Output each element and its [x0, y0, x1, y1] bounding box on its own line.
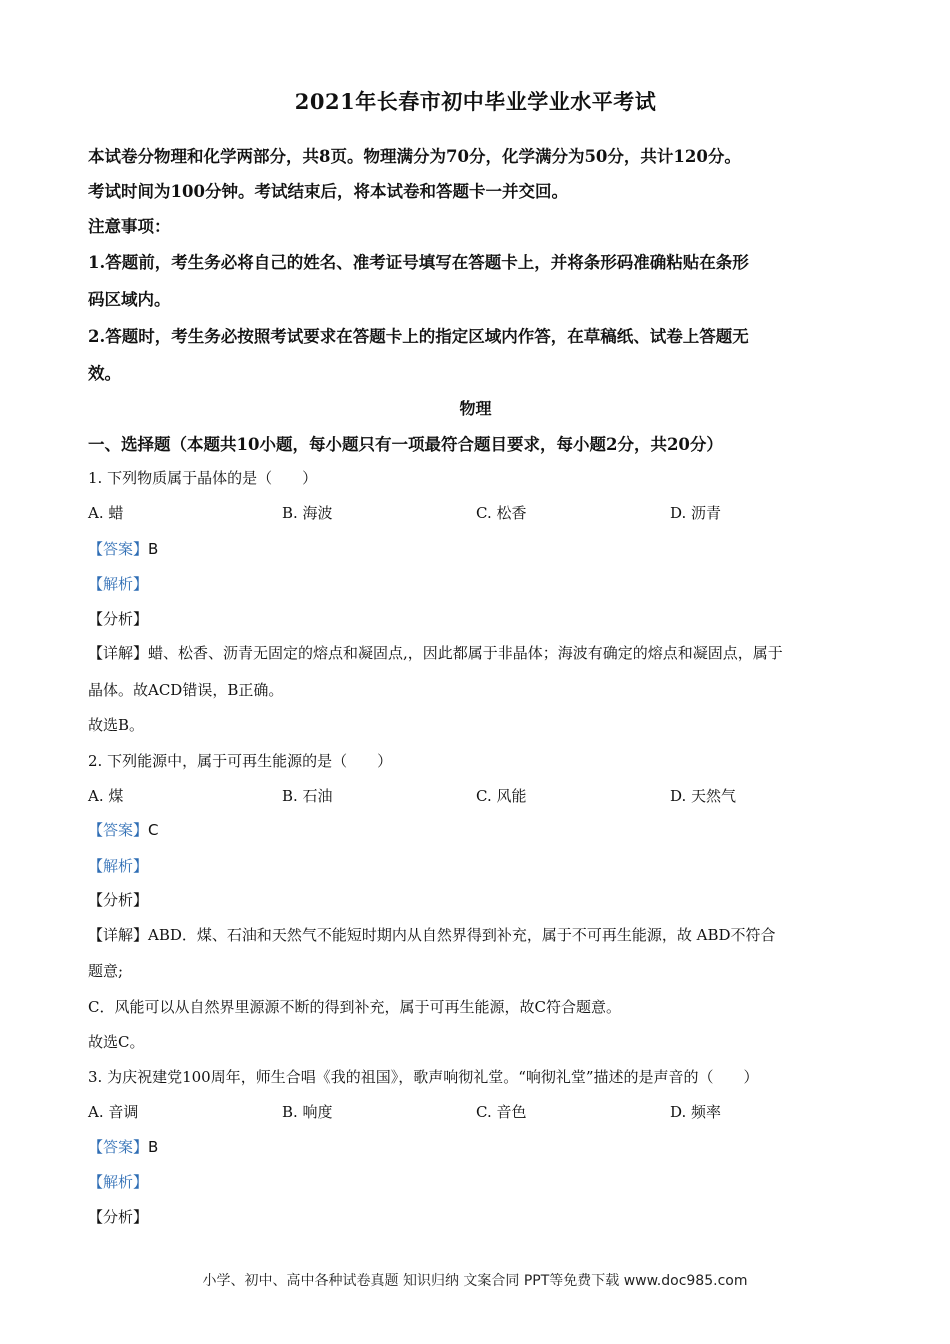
detail-text: 蜡、松香、沥青无固定的熔点和凝固点,，因此都属于非晶体；海波有确定的熔点和凝固点，属于: [148, 644, 783, 662]
question-1-breakdown-label: 【分析】: [88, 610, 149, 628]
question-3-option-c: C. 音色: [476, 1103, 527, 1121]
question-2-option-a: A. 煤: [88, 787, 124, 805]
question-1-option-b: B. 海波: [282, 504, 333, 522]
answer-label: 【答案】: [88, 540, 149, 558]
question-3-stem: 3. 为庆祝建党100周年，师生合唱《我的祖国》，歌声响彻礼堂。“响彻礼堂”描述的是声音的（ ）: [88, 1068, 759, 1086]
rule-1-line-1: 1.答题前，考生务必将自己的姓名、准考证号填写在答题卡上，并将条形码准确粘贴在条形: [88, 253, 749, 272]
question-3-analysis-label: 【解析】: [88, 1173, 149, 1191]
detail-label: 【详解】: [88, 926, 149, 944]
subject-heading: 物理: [459, 399, 492, 418]
question-2-option-d: D. 天然气: [670, 787, 737, 805]
question-3-breakdown-label: 【分析】: [88, 1208, 149, 1226]
question-2-stem: 2. 下列能源中，属于可再生能源的是（ ）: [88, 752, 393, 770]
rule-1-line-2: 码区域内。: [88, 290, 171, 309]
question-1-option-a: A. 蜡: [88, 504, 124, 522]
question-1-analysis-label: 【解析】: [88, 575, 149, 593]
answer-value: B: [148, 1138, 159, 1156]
question-1-option-d: D. 沥青: [670, 504, 722, 522]
question-2-breakdown-label: 【分析】: [88, 891, 149, 909]
intro-line-2: 考试时间为100分钟。考试结束后，将本试卷和答题卡一并交回。: [88, 182, 568, 201]
section-heading: 一、选择题（本题共10小题，每小题只有一项最符合题目要求，每小题2分，共20分）: [88, 435, 723, 454]
page-title: 2021年长春市初中毕业学业水平考试: [294, 89, 657, 114]
question-1-option-c: C. 松香: [476, 504, 527, 522]
rule-2-line-2: 效。: [88, 364, 121, 383]
intro-line-1: 本试卷分物理和化学两部分，共8页。物理满分为70分，化学满分为50分，共计120分。: [88, 147, 741, 166]
answer-label: 【答案】: [88, 1138, 149, 1156]
question-1-stem: 1. 下列物质属于晶体的是（ ）: [88, 469, 318, 487]
question-2-option-c: C. 风能: [476, 787, 527, 805]
question-2-conclusion: 故选C。: [88, 1033, 145, 1051]
question-2-detail-line-3: C．风能可以从自然界里源源不断的得到补充，属于可再生能源，故C符合题意。: [88, 998, 621, 1016]
detail-text: ABD．煤、石油和天然气不能短时期内从自然界得到补充，属于不可再生能源，故 ABD不符合: [148, 926, 776, 944]
question-1-answer: [88, 538, 158, 559]
notice-heading: 注意事项：: [88, 217, 171, 236]
question-2-answer: [88, 819, 159, 840]
question-2-detail-line-1: [88, 924, 776, 945]
question-2-option-b: B. 石油: [282, 787, 333, 805]
detail-label: 【详解】: [88, 644, 149, 662]
question-2-analysis-label: 【解析】: [88, 857, 149, 875]
question-3-option-b: B. 响度: [282, 1103, 333, 1121]
rule-2-line-1: 2.答题时，考生务必按照考试要求在答题卡上的指定区域内作答，在草稿纸、试卷上答题无: [88, 327, 749, 346]
question-3-option-a: A. 音调: [88, 1103, 139, 1121]
answer-label: 【答案】: [88, 821, 149, 839]
question-1-detail-line-1: [88, 642, 783, 663]
question-3-answer: [88, 1136, 158, 1157]
question-3-option-d: D. 频率: [670, 1103, 722, 1121]
page-footer: 小学、初中、高中各种试卷真题 知识归纳 文案合同 PPT等免费下载 www.doc985.com: [202, 1273, 748, 1289]
answer-value: C: [148, 821, 159, 839]
question-1-detail-line-2: 晶体。故ACD错误，B正确。: [88, 681, 284, 699]
answer-value: B: [148, 540, 159, 558]
question-1-conclusion: 故选B。: [88, 716, 145, 734]
question-2-detail-line-2: 题意;: [88, 962, 124, 980]
